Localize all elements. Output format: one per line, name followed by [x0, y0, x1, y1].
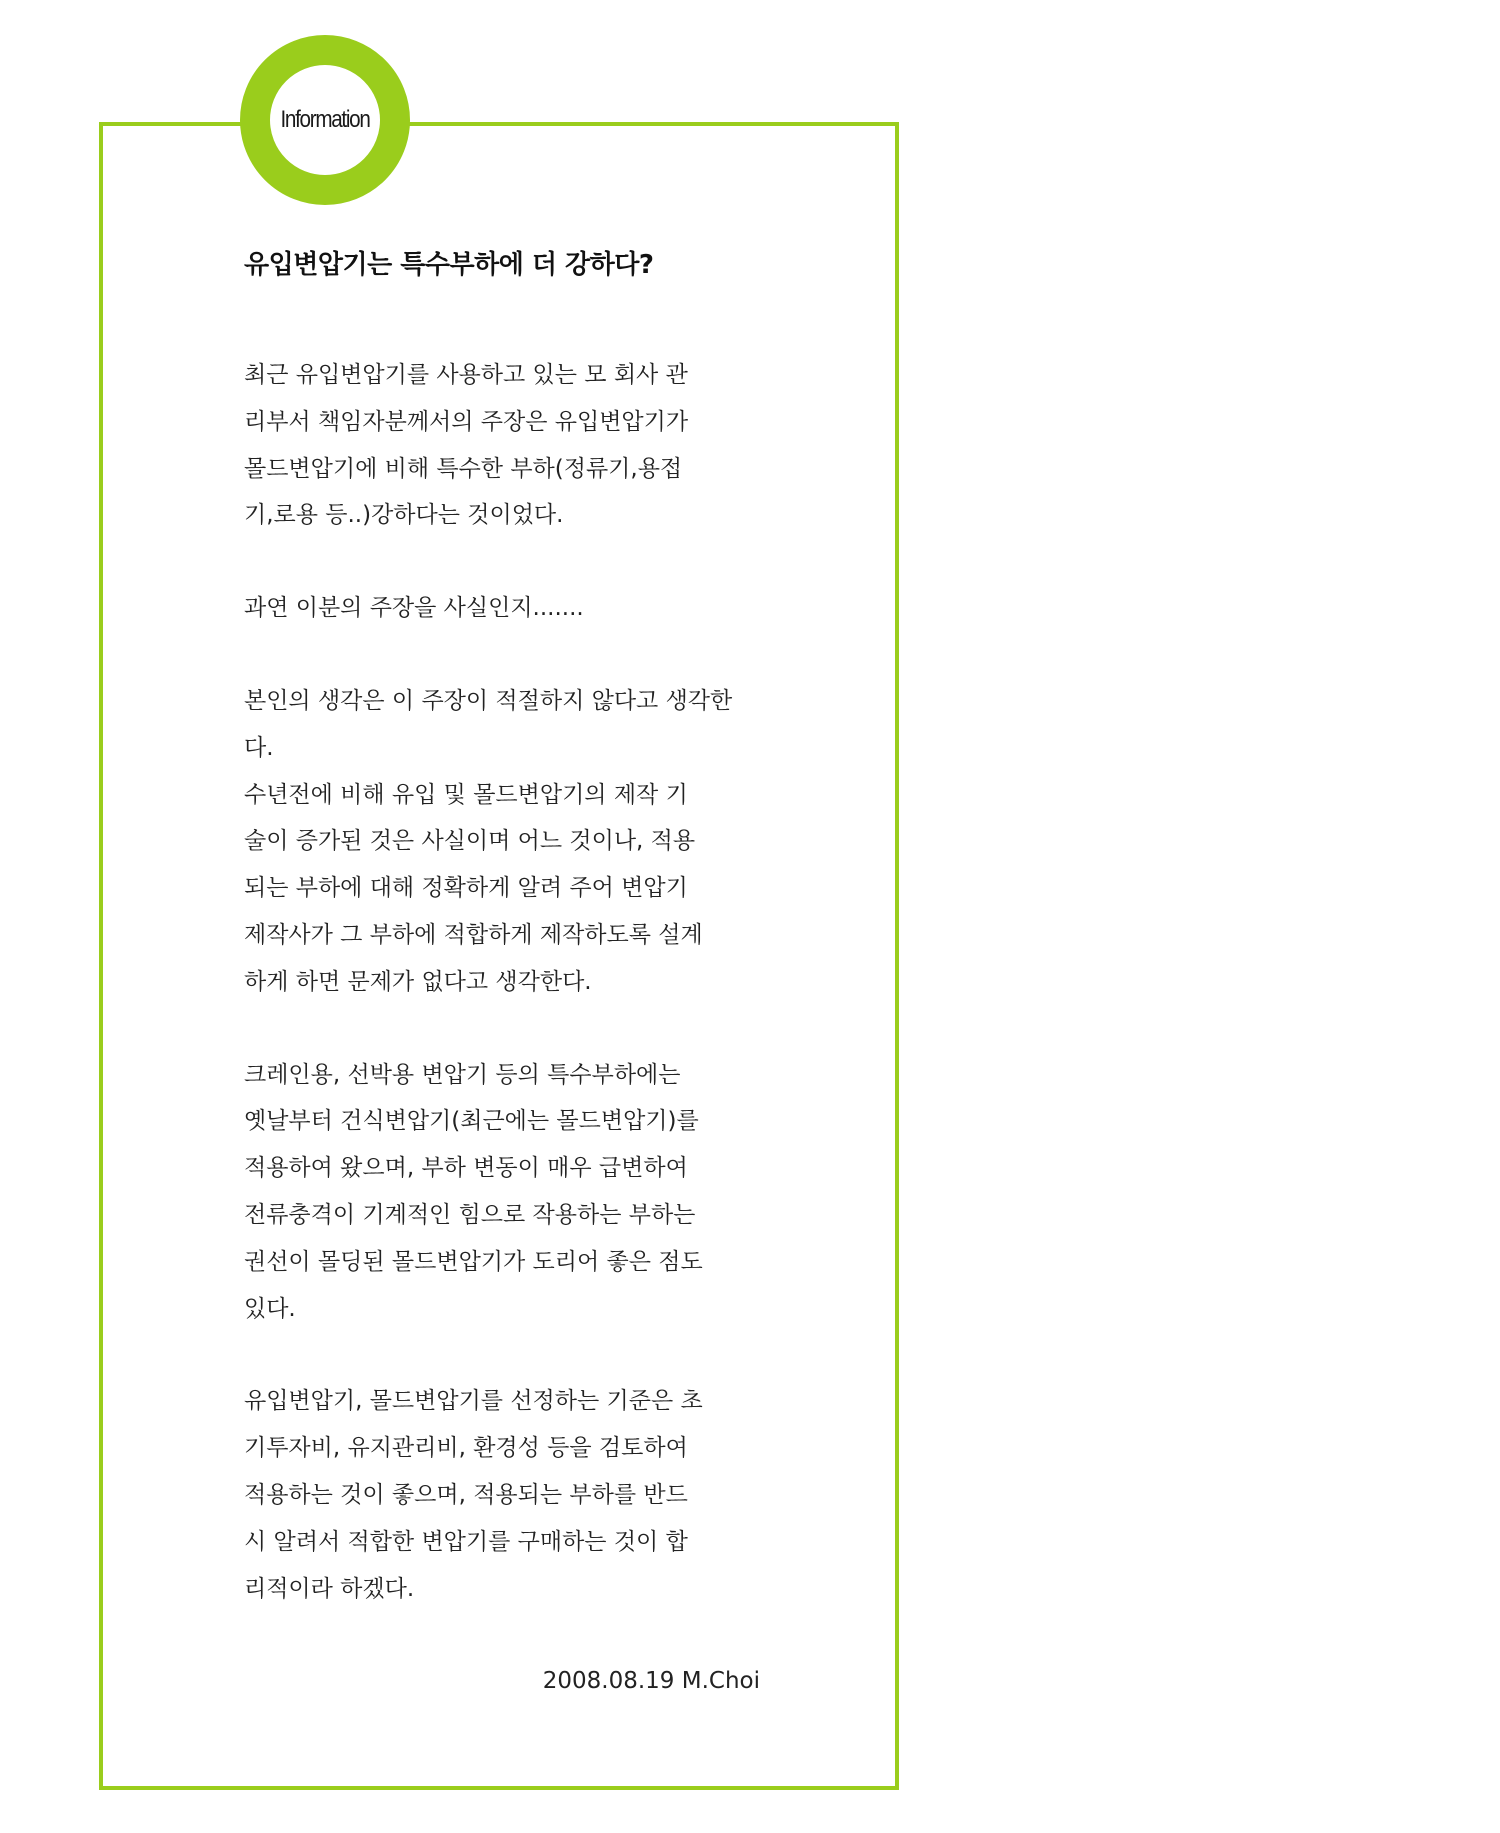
paragraph-line: 과연 이분의 주장을 사실인지.......: [244, 595, 584, 622]
paragraph-3: [244, 678, 760, 1006]
paragraph-line: 되는 부하에 대해 정확하게 알려 주어 변압기: [244, 875, 688, 902]
information-badge-label: Information: [280, 106, 370, 133]
paragraph-line: 기,로용 등..)강하다는 것이었다.: [244, 502, 564, 529]
paragraph-line: 적용하는 것이 좋으며, 적용되는 부하를 반드: [244, 1481, 688, 1508]
paragraph-2: [244, 585, 760, 632]
paragraph-line: 몰드변압기에 비해 특수한 부하(정류기,용접: [244, 455, 683, 482]
paragraph-line: 기투자비, 유지관리비, 환경성 등을 검토하여: [244, 1435, 688, 1462]
paragraph-line: 리적이라 하겠다.: [244, 1575, 415, 1602]
paragraph-line: 시 알려서 적합한 변압기를 구매하는 것이 합: [244, 1528, 688, 1555]
paragraph-line: 있다.: [244, 1295, 296, 1322]
article-title: 유입변압기는 특수부하에 더 강하다?: [244, 250, 654, 280]
paragraph-line: 전류충격이 기계적인 힘으로 작용하는 부하는: [244, 1201, 696, 1228]
paragraph-line: 술이 증가된 것은 사실이며 어느 것이나, 적용: [244, 828, 696, 855]
paragraph-line: 제작사가 그 부하에 적합하게 제작하도록 설계: [244, 921, 703, 948]
paragraph-line: 하게 하면 문제가 없다고 생각한다.: [244, 968, 592, 995]
paragraph-5: [244, 1378, 760, 1612]
paragraph-line: 수년전에 비해 유입 및 몰드변압기의 제작 기: [244, 781, 688, 808]
paragraph-line: 유입변압기, 몰드변압기를 선정하는 기준은 초: [244, 1388, 703, 1415]
paragraph-line: 본인의 생각은 이 주장이 적절하지 않다고 생각한: [244, 687, 733, 714]
paragraph-line: 최근 유입변압기를 사용하고 있는 모 회사 관: [244, 362, 688, 388]
paragraph-line: 옛날부터 건식변압기(최근에는 몰드변압기)를: [244, 1108, 699, 1135]
article: [244, 240, 760, 1705]
paragraph-line: 적용하여 왔으며, 부하 변동이 매우 급변하여: [244, 1155, 688, 1182]
paragraph-1: [244, 352, 760, 539]
paragraph-line: 권선이 몰딩된 몰드변압기가 도리어 좋은 점도: [244, 1248, 703, 1275]
paragraph-line: 리부서 책임자분께서의 주장은 유입변압기가: [244, 408, 689, 435]
paragraph-line: 다.: [244, 734, 274, 761]
paragraph-4: [244, 1052, 760, 1333]
signature-date-author: 2008.08.19 M.Choi: [542, 1668, 760, 1695]
paragraph-line: 크레인용, 선박용 변압기 등의 특수부하에는: [244, 1061, 681, 1088]
